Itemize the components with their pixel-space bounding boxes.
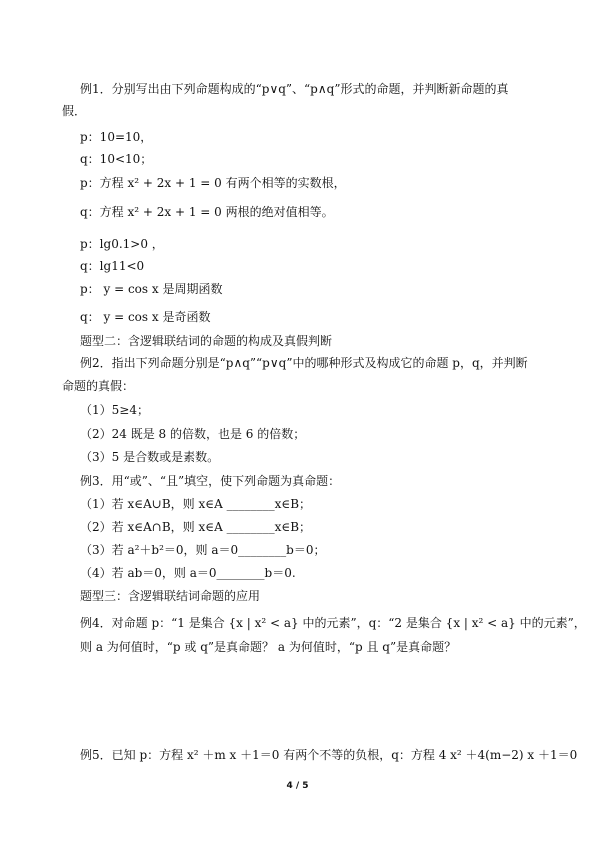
text-line-l21: （4）若 ab＝0，则 a＝0________b＝0.: [80, 566, 296, 580]
text-line-l01: 例1．分别写出由下列命题构成的“p∨q”、“p∧q”形式的命题，并判断新命题的真: [80, 82, 509, 96]
text-line-l24: 则 a 为何值时，“p 或 q”是真命题？ a 为何值时，“p 且 q”是真命题？: [80, 640, 457, 654]
text-line-l02: 假．: [62, 104, 87, 118]
text-line-l17: 例3．用“或”、“且”填空，使下列命题为真命题：: [80, 474, 341, 488]
text-line-l10: q： y = cos x 是奇函数: [80, 310, 211, 324]
text-line-l08: q：lg11<0: [80, 259, 145, 273]
text-line-l06: q：方程 x² + 2x + 1 = 0 两根的绝对值相等。: [80, 205, 334, 219]
text-line-l05: p：方程 x² + 2x + 1 = 0 有两个相等的实数根，: [80, 176, 346, 190]
text-line-l04: q：10<10；: [80, 152, 153, 166]
text-line-l03: p：10=10，: [80, 130, 153, 144]
text-line-l09: p： y = cos x 是周期函数: [80, 282, 223, 296]
text-line-l18: （1）若 x∈A∪B，则 x∈A ________x∈B；: [80, 497, 312, 511]
text-line-l14: （1）5≥4；: [80, 403, 149, 417]
text-line-l22: 题型三：含逻辑联结词命题的应用: [80, 589, 261, 603]
text-line-l25: 例5．已知 p：方程 x² ＋m x ＋1＝0 有两个不等的负根，q：方程 4 x² ＋4(m−2) x ＋1＝0: [80, 748, 578, 762]
text-line-l23: 例4．对命题 p：“1 是集合 {x | x² < a} 中的元素”，q：“2 是集合 {x | x² < a} 中的元素”，: [80, 616, 586, 630]
text-line-l20: （3）若 a²＋b²＝0，则 a＝0________b＝0；: [80, 543, 326, 557]
text-line-l11: 题型二：含逻辑联结词的命题的构成及真假判断: [80, 334, 333, 348]
text-line-l12: 例2．指出下列命题分别是“p∧q”“p∨q”中的哪种形式及构成它的命题 p，q，并判断: [80, 356, 528, 370]
text-line-l19: （2）若 x∈A∩B，则 x∈A ________x∈B；: [80, 520, 312, 534]
text-line-l13: 命题的真假：: [62, 379, 135, 393]
text-line-l15: （2）24 既是 8 的倍数，也是 6 的倍数；: [80, 427, 306, 441]
page-number: 4 / 5: [286, 781, 309, 791]
text-line-l07: p：lg0.1>0 ，: [80, 237, 164, 251]
text-line-l16: （3）5 是合数或是素数。: [80, 450, 220, 464]
